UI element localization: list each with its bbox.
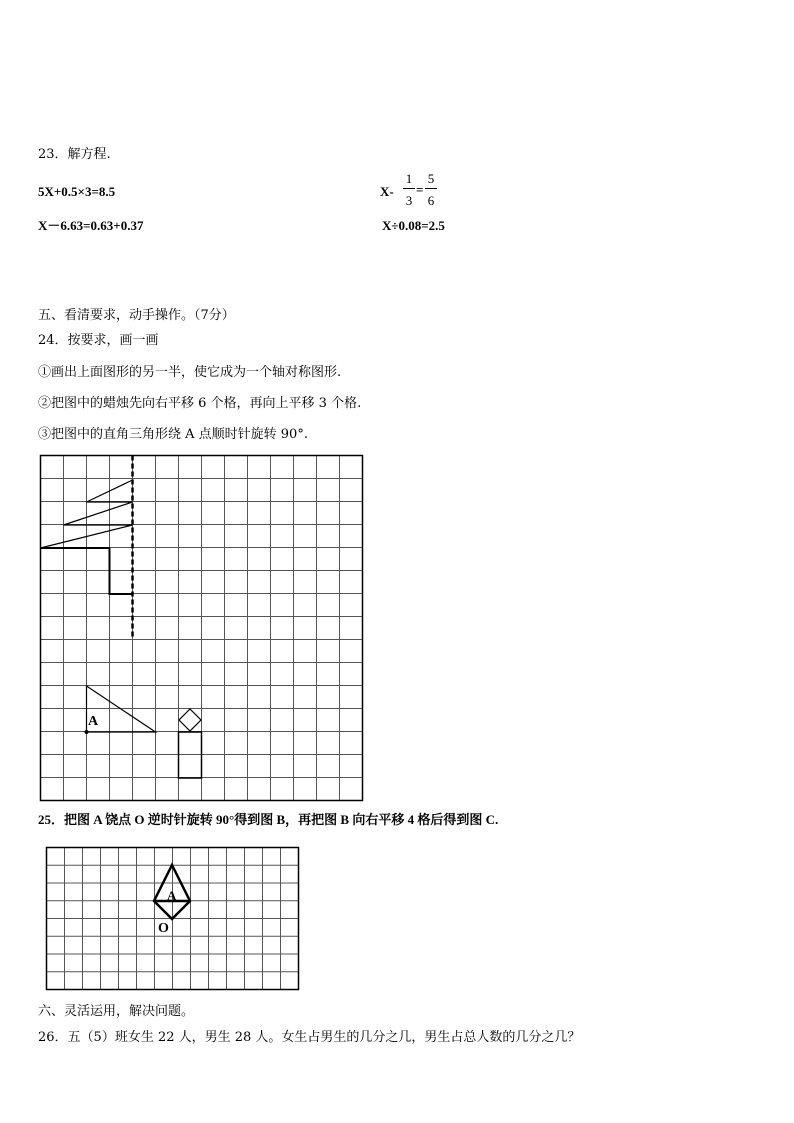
equation-1: 5X+0.5×3=8.5 bbox=[38, 184, 116, 199]
q25-label-a: A bbox=[167, 888, 177, 903]
fraction-2-bar bbox=[425, 188, 437, 189]
equation-2-equals: = bbox=[416, 182, 424, 197]
equation-3: X－6.63=0.63+0.37 bbox=[38, 218, 144, 233]
equation-4: X÷0.08=2.5 bbox=[382, 218, 445, 233]
q26-question: 26．五（5）班女生 22 人，男生 28 人。女生占男生的几分之几，男生占总人数的几分之几？ bbox=[38, 1030, 581, 1045]
fraction-1-denominator: 3 bbox=[405, 193, 413, 208]
q25-grid-figure bbox=[44, 845, 304, 995]
q24-title: 24．按要求，画一画 bbox=[38, 333, 159, 348]
fraction-1-bar bbox=[403, 188, 415, 189]
point-a-dot bbox=[85, 730, 89, 734]
fraction-2-denominator: 6 bbox=[427, 193, 435, 208]
q24-label-a: A bbox=[88, 714, 99, 729]
section-5-title: 五、看清要求，动手操作。（7分） bbox=[38, 308, 235, 323]
candle-flame bbox=[179, 709, 201, 731]
section-6-title: 六、灵活运用，解决问题。 bbox=[38, 1004, 195, 1019]
q23-title: 23．解方程. bbox=[38, 147, 111, 162]
equation-2-prefix: X- bbox=[380, 184, 394, 199]
fraction-2-numerator: 5 bbox=[427, 171, 435, 186]
q24-item-2: ②把图中的蜡烛先向右平移 6 个格，再向上平移 3 个格. bbox=[38, 396, 362, 411]
q24-item-1: ①画出上面图形的另一半，使它成为一个轴对称图形. bbox=[38, 365, 342, 380]
q25-title: 25．把图 A 饶点 O 逆时针旋转 90°得到图 B，再把图 B 向右平移 4 格后得到图 C. bbox=[38, 812, 499, 827]
q24-item-3: ③把图中的直角三角形绕 A 点顺时针旋转 90°. bbox=[38, 427, 308, 442]
fraction-1-numerator: 1 bbox=[405, 171, 413, 186]
q25-label-o: O bbox=[158, 921, 169, 936]
q24-grid-figure bbox=[38, 453, 368, 803]
